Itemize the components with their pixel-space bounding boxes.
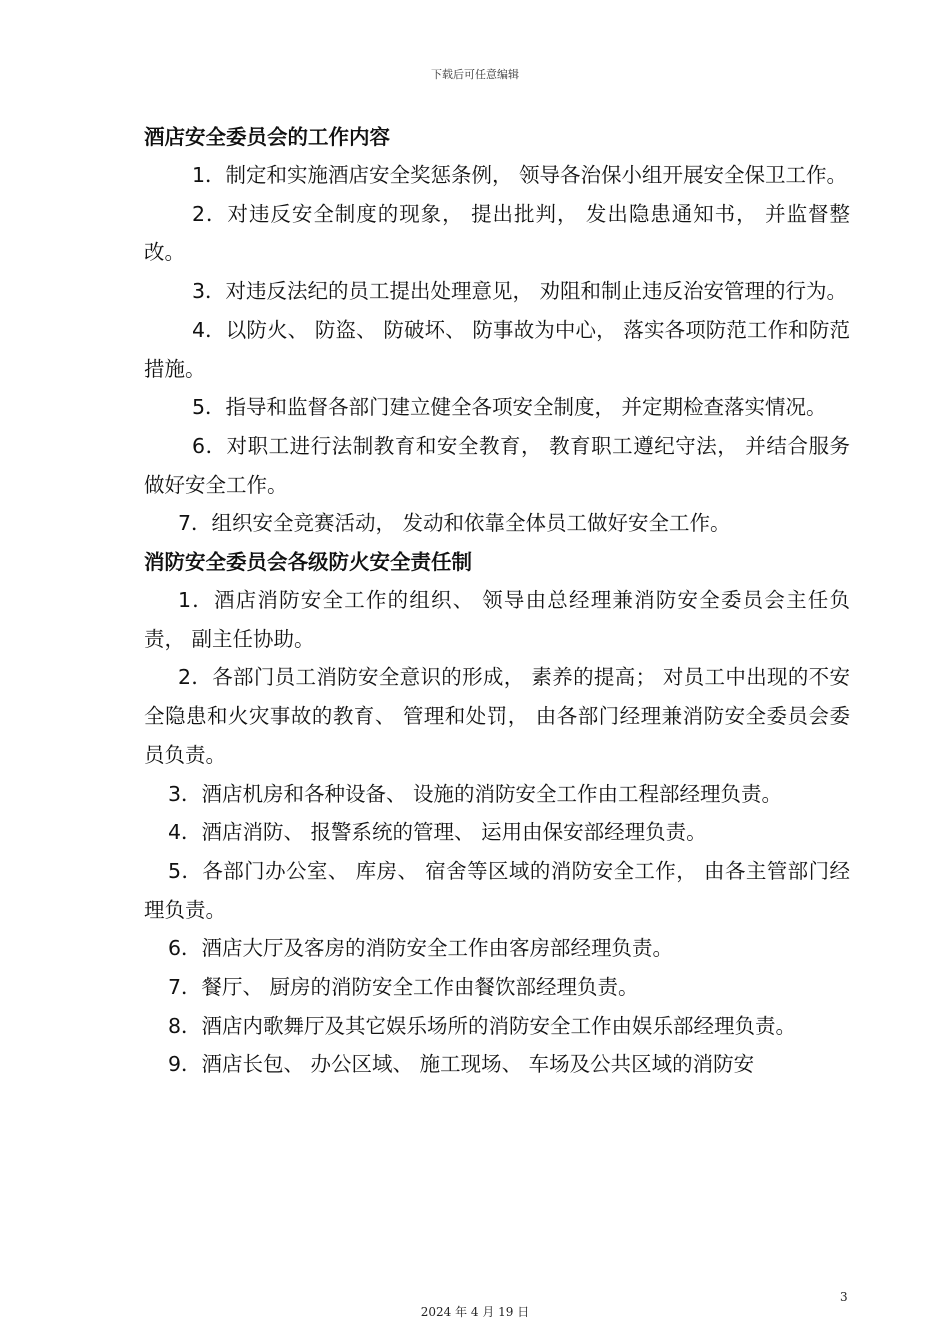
section-title-safety-committee: 酒店安全委员会的工作内容 — [144, 125, 390, 149]
page-header-note: 下载后可任意编辑 — [431, 68, 519, 81]
list-item: 7．餐厅、 厨房的消防安全工作由餐饮部经理负责。 — [168, 975, 639, 1000]
list-item: 3．对违反法纪的员工提出处理意见， 劝阻和制止违反治安管理的行为。 — [192, 279, 848, 304]
section-title-fire-safety-responsibility: 消防安全委员会各级防火安全责任制 — [144, 550, 472, 575]
list-item: 6．酒店大厅及客房的消防安全工作由客房部经理负责。 — [168, 936, 674, 961]
list-item: 2．对违反安全制度的现象， 提出批判， 发出隐患通知书， 并监督整改。 — [144, 201, 850, 265]
list-item: 7．组织安全竞赛活动， 发动和依靠全体员工做好安全工作。 — [178, 511, 731, 536]
list-item: 1．制定和实施酒店安全奖惩条例， 领导各治保小组开展安全保卫工作。 — [192, 163, 848, 187]
list-item: 1．酒店消防安全工作的组织、 领导由总经理兼消防安全委员会主任负责， 副主任协助。 — [144, 588, 850, 651]
list-item: 6．对职工进行法制教育和安全教育， 教育职工遵纪守法， 并结合服务做好安全工作。 — [144, 433, 850, 497]
list-item: 9．酒店长包、 办公区域、 施工现场、 车场及公共区域的消防安 — [168, 1052, 755, 1077]
list-item: 8．酒店内歌舞厅及其它娱乐场所的消防安全工作由娱乐部经理负责。 — [168, 1013, 797, 1038]
list-item: 4．以防火、 防盗、 防破坏、 防事故为中心， 落实各项防范工作和防范措施。 — [144, 317, 850, 381]
list-item: 4．酒店消防、 报警系统的管理、 运用由保安部经理负责。 — [168, 820, 707, 845]
page-number: 3 — [840, 1290, 848, 1304]
document-body — [144, 118, 850, 1084]
list-item: 5．指导和监督各部门建立健全各项安全制度， 并定期检查落实情况。 — [192, 395, 827, 420]
list-item: 5．各部门办公室、 库房、 宿舍等区域的消防安全工作， 由各主管部门经理负责。 — [144, 858, 850, 922]
footer-date: 2024 年 4 月 19 日 — [420, 1305, 530, 1319]
list-item: 2．各部门员工消防安全意识的形成， 素养的提高； 对员工中出现的不安全隐患和火灾事故的教育、 管理和处罚， 由各部门经理兼消防安全委员会委员负责。 — [144, 665, 850, 767]
list-item: 3．酒店机房和各种设备、 设施的消防安全工作由工程部经理负责。 — [168, 781, 783, 806]
